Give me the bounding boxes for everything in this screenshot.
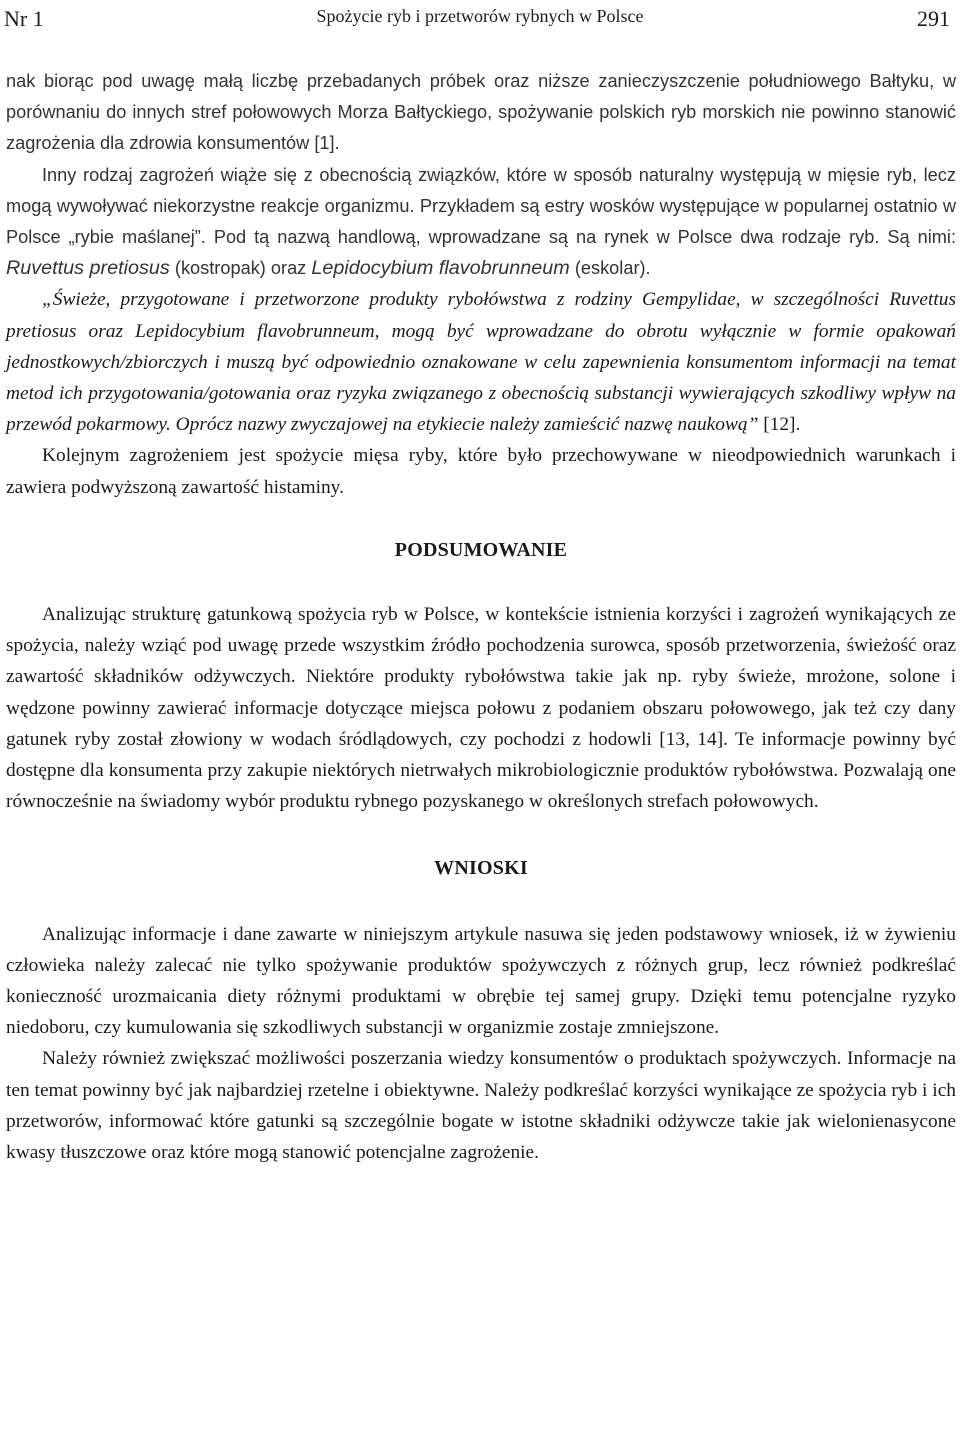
paragraph-histamine: Kolejnym zagrożeniem jest spożycie mięsa ryby, które było przechowywane w nieodpowiednich warunkach i zawiera podwyższoną zawartość histaminy.	[6, 445, 956, 498]
article-body	[6, 66, 956, 1168]
quote-text: „Świeże, przygotowane i przetworzone produkty rybołówstwa z rodziny Gempylidae, w szczególności Ruvettus pretiosus oraz Lepidocybium flavobrunneum, mogą być wprowadzane do obrotu wyłącznie w formie opakowań jednostkowych/zbiorczych i muszą być odpowiednio oznakowane w celu zapewnienia konsumentom informacji na temat metod ich przygotowania/gotowania oraz ryzyka związanego z obecnością substancji wywierających szkodliwy wpływ na przewód pokarmowy. Oprócz nazwy zwyczajowej na etykiecie należy zamieścić nazwę naukową”	[6, 289, 956, 436]
running-title: Spożycie ryb i przetworów rybnych w Polsce	[316, 6, 644, 26]
species-name: Ruvettus pretiosus	[6, 257, 170, 280]
species-name: Lepidocybium flavobrunneum	[311, 257, 570, 280]
section-title-summary: PODSUMOWANIE	[394, 538, 568, 561]
paragraph-conclusions-2: Należy również zwiększać możliwości poszerzania wiedzy konsumentów o produktach spożywczych. Informacje na ten temat powinny być jak najbardziej rzetelne i obiektywne. Należy podkreślać korzyści wynikające ze spożycia ryb i ich przetworów, informować które gatunki są szczególnie bogate w istotne składniki odżywcze takie jak wielonienasycone kwasy tłuszczowe oraz które mogą stanowić potencjalne zagrożenie.	[6, 1048, 956, 1164]
page-number: 291	[917, 6, 950, 31]
paragraph-continued: nak biorąc pod uwagę małą liczbę przebadanych próbek oraz niższe zanieczyszczenie południowego Bałtyku, w porównaniu do innych stref połowowych Morza Bałtyckiego, spożywanie polskich ryb morskich nie powinno stanowić zagrożenia dla zdrowia konsumentów [1].	[6, 71, 956, 154]
paragraph-text: (eskolar).	[569, 258, 651, 279]
citation: [12].	[758, 414, 801, 436]
paragraph-conclusions-1: Analizując informacje i dane zawarte w niniejszym artykule nasuwa się jeden podstawowy wniosek, iż w żywieniu człowieka należy zalecać nie tylko spożywanie produktów spożywczych z różnych grup, lecz również podkreślać konieczność urozmaicania diety różnymi produktami w obrębie tej samej grupy. Dzięki temu potencjalne ryzyko niedoboru, czy kumulowania się szkodliwych substancji w organizmie zostaje zmniejszone.	[6, 923, 956, 1039]
paragraph-butterfish	[6, 160, 956, 285]
section-title-conclusions: WNIOSKI	[434, 857, 528, 880]
paragraph-text: (kostropak) oraz	[169, 258, 312, 279]
issue-number: Nr 1	[4, 6, 44, 31]
paragraph-text: Inny rodzaj zagrożeń wiąże się z obecnością związków, które w sposób naturalny występują w mięsie ryb, lecz mogą wywoływać niekorzystne reakcje organizmu. Przykładem są estry wosków występujące w popularnej ostatnio w Polsce „rybie maślanej”. Pod tą nazwą handlową, wprowadzane są na rynek w Polsce dwa rodzaje ryb. Są nimi:	[6, 164, 956, 248]
paragraph-summary: Analizując strukturę gatunkową spożycia ryb w Polsce, w kontekście istnienia korzyści i zagrożeń wynikających ze spożycia, należy wziąć pod uwagę przede wszystkim źródło pochodzenia surowca, sposób przetworzenia, świeżość oraz zawartość składników odżywczych. Niektóre produkty rybołówstwa takie jak np. ryby świeże, mrożone, solone i wędzone powinny zawierać informacje dotyczące miejsca połowu z podaniem obszaru połowowego, jak też czy dany gatunek ryby został złowiony w wodach śródlądowych, czy pochodzi z hodowli [13, 14]. Te informacje powinny być dostępne dla konsumenta przy zakupie niektórych nietrwałych mikrobiologicznie produktów rybołówstwa. Pozwalają one równocześnie na świadomy wybór produktu rybnego pozyskanego w określonych strefach połowowych.	[6, 604, 956, 813]
running-header	[0, 0, 960, 34]
regulation-quote	[6, 284, 956, 440]
